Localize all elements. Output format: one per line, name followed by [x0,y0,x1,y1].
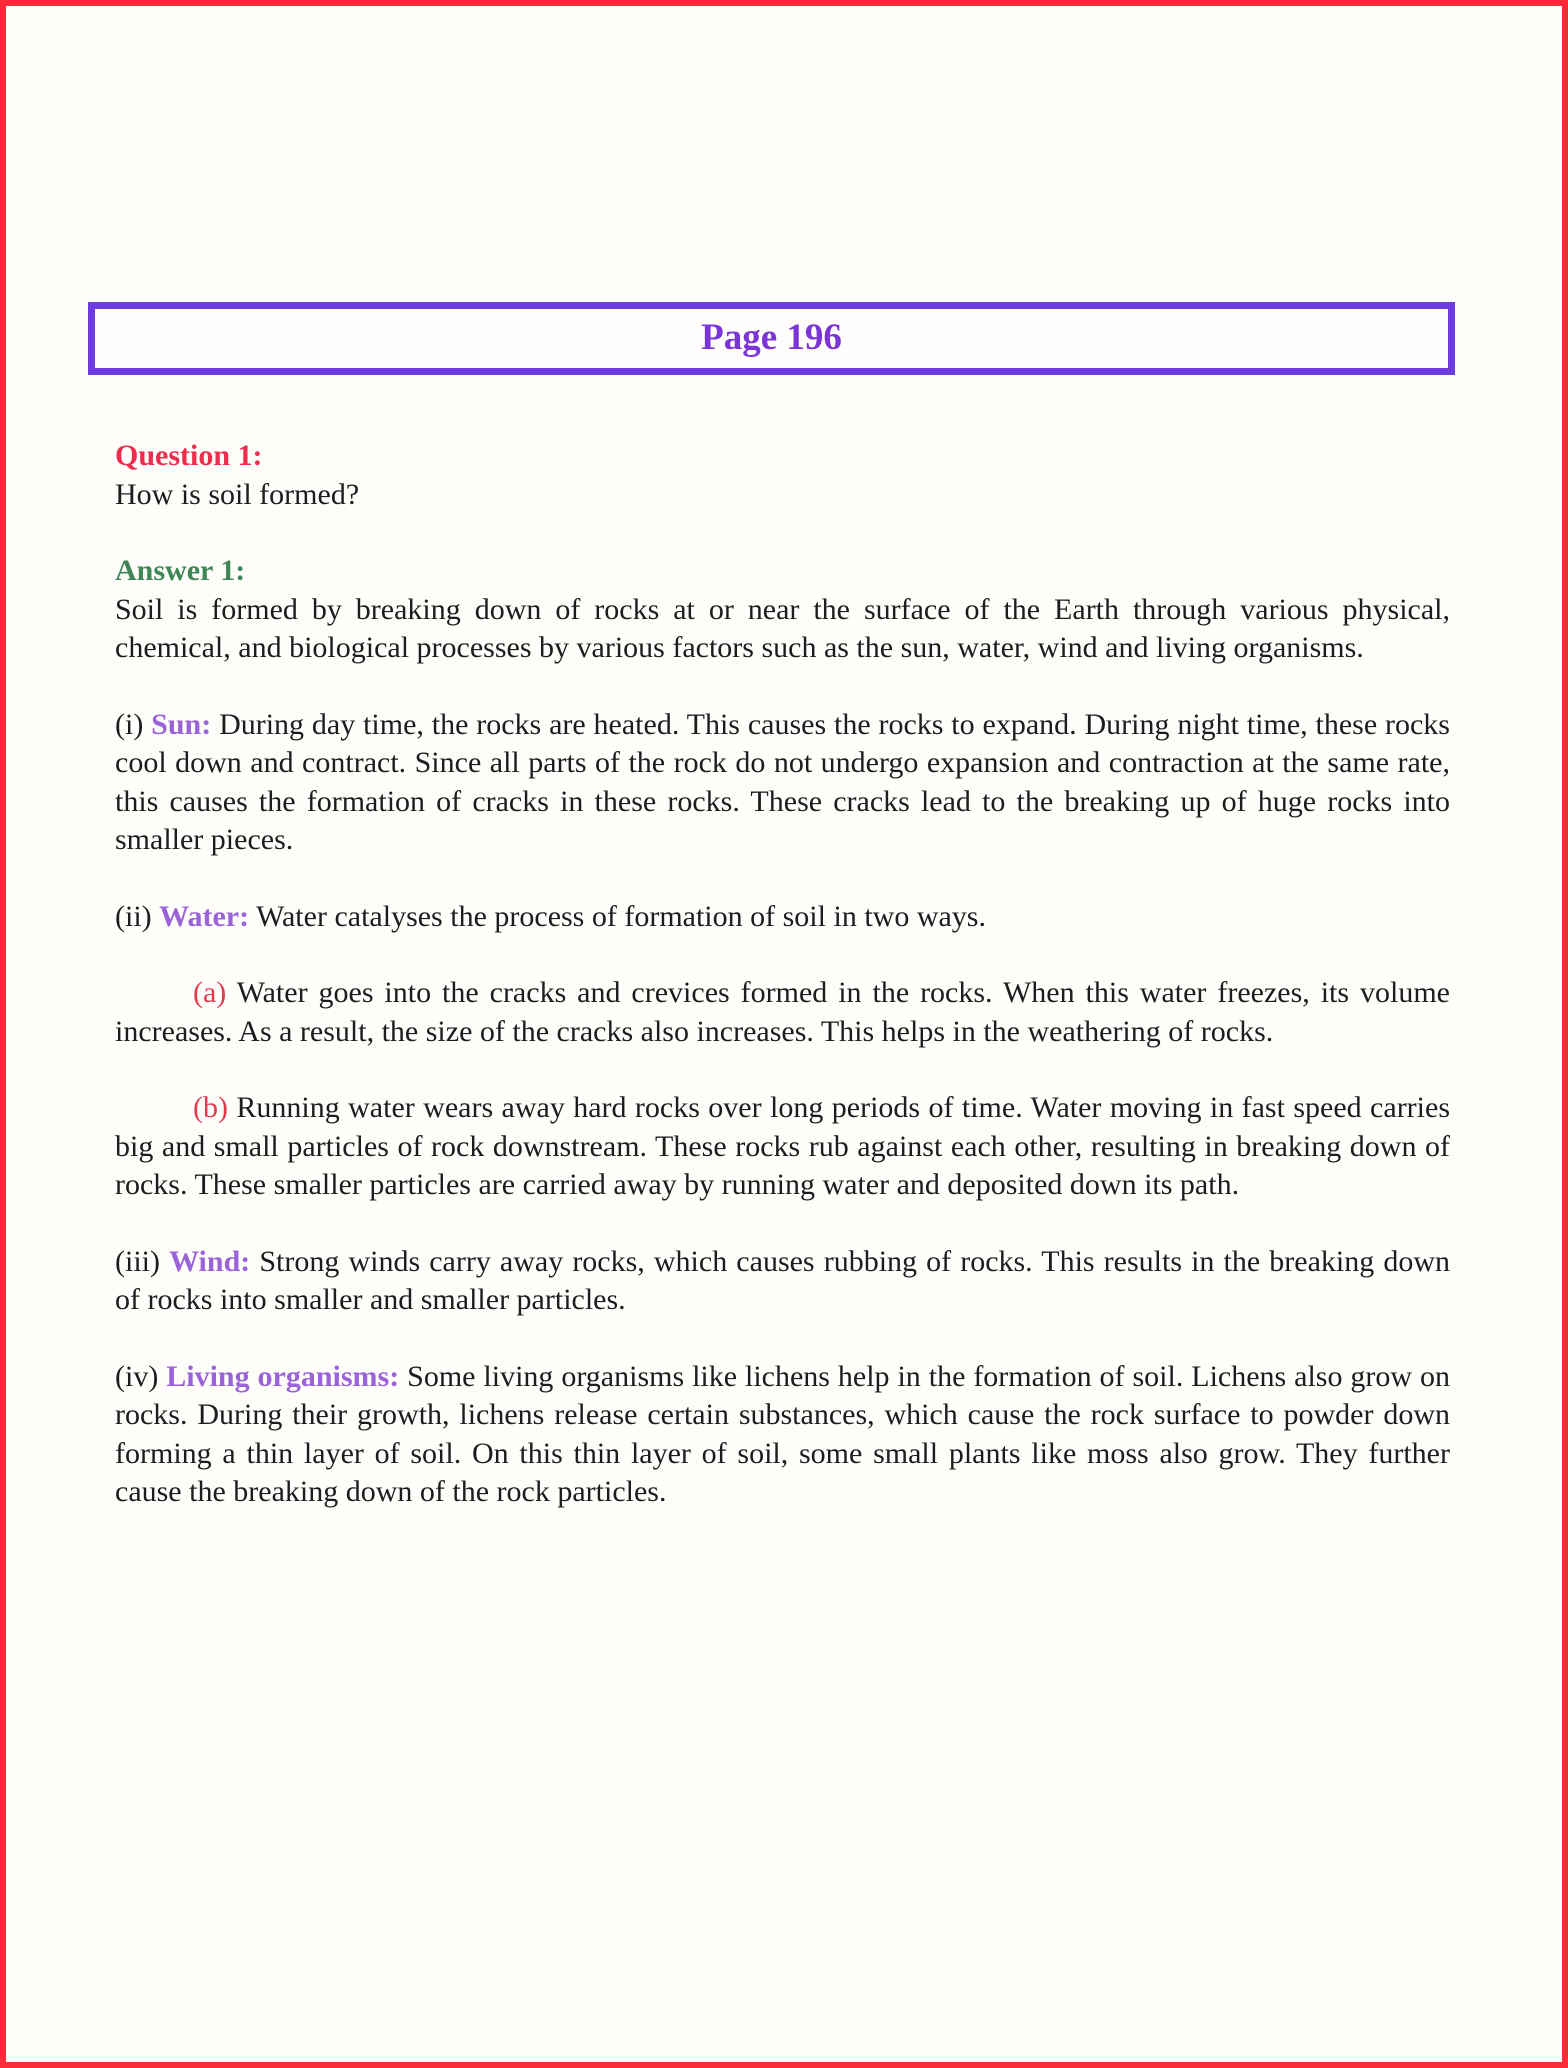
point-text: Strong winds carry away rocks, which causes rubbing of rocks. This results in the breaking down of rocks into smaller and smaller particles. [115,1244,1450,1316]
point-number: (iii) [115,1244,170,1278]
subpoint-text: Running water wears away hard rocks over long periods of time. Water moving in fast speed carries big and small particles of rock downstream. These rocks rub against each other, resulting in breaking down of rocks. These smaller particles are carried away by running water and deposited down its path. [115,1091,1450,1201]
term-living-organisms: Living organisms: [166,1359,400,1393]
subpoint-label-b: (b) [193,1091,228,1124]
page-header-box [88,302,1455,375]
term-wind: Wind: [169,1244,251,1278]
answer-point-water [115,898,1450,937]
answer-subpoint-b [115,1089,1450,1205]
term-water: Water: [159,899,250,933]
question-label: Question 1: [115,439,263,472]
subpoint-label-a: (a) [193,976,227,1009]
subpoint-text: Water goes into the cracks and crevices formed in the rocks. When this water freezes, its volume increases. As a result, the size of the cracks also increases. This helps in the weathering of rocks. [115,976,1450,1048]
answer-point-sun [115,706,1450,860]
answer-intro: Soil is formed by breaking down of rocks at or near the surface of the Earth through various physical, chemical, and biological processes by various factors such as the sun, water, wind and living organisms. [115,592,1450,664]
point-number: (ii) [115,899,160,933]
answer-point-living-organisms [115,1358,1450,1512]
answer-point-wind [115,1243,1450,1320]
point-text: Water catalyses the process of formation of soil in two ways. [249,899,986,933]
point-text: Some living organisms like lichens help in the formation of soil. Lichens also grow on rocks. During their growth, lichens release certain substances, which cause the rock surface to powder down forming a thin layer of soil. On this thin layer of soil, some small plants like moss also grow. They further cause the breaking down of the rock particles. [115,1359,1450,1508]
term-sun: Sun: [151,707,212,741]
answer-subpoint-a [115,974,1450,1051]
page-title: Page 196 [701,317,842,358]
point-text: During day time, the rocks are heated. This causes the rocks to expand. During night time, these rocks cool down and contract. Since all parts of the rock do not undergo expansion and contraction at the same rate, this causes the formation of cracks in these rocks. These cracks lead to the breaking up of huge rocks into smaller pieces. [115,707,1450,856]
answer-label: Answer 1: [115,554,246,587]
point-number: (iv) [115,1359,167,1393]
document-content [115,437,1450,1512]
question-text: How is soil formed? [115,477,360,511]
point-number: (i) [115,707,152,741]
